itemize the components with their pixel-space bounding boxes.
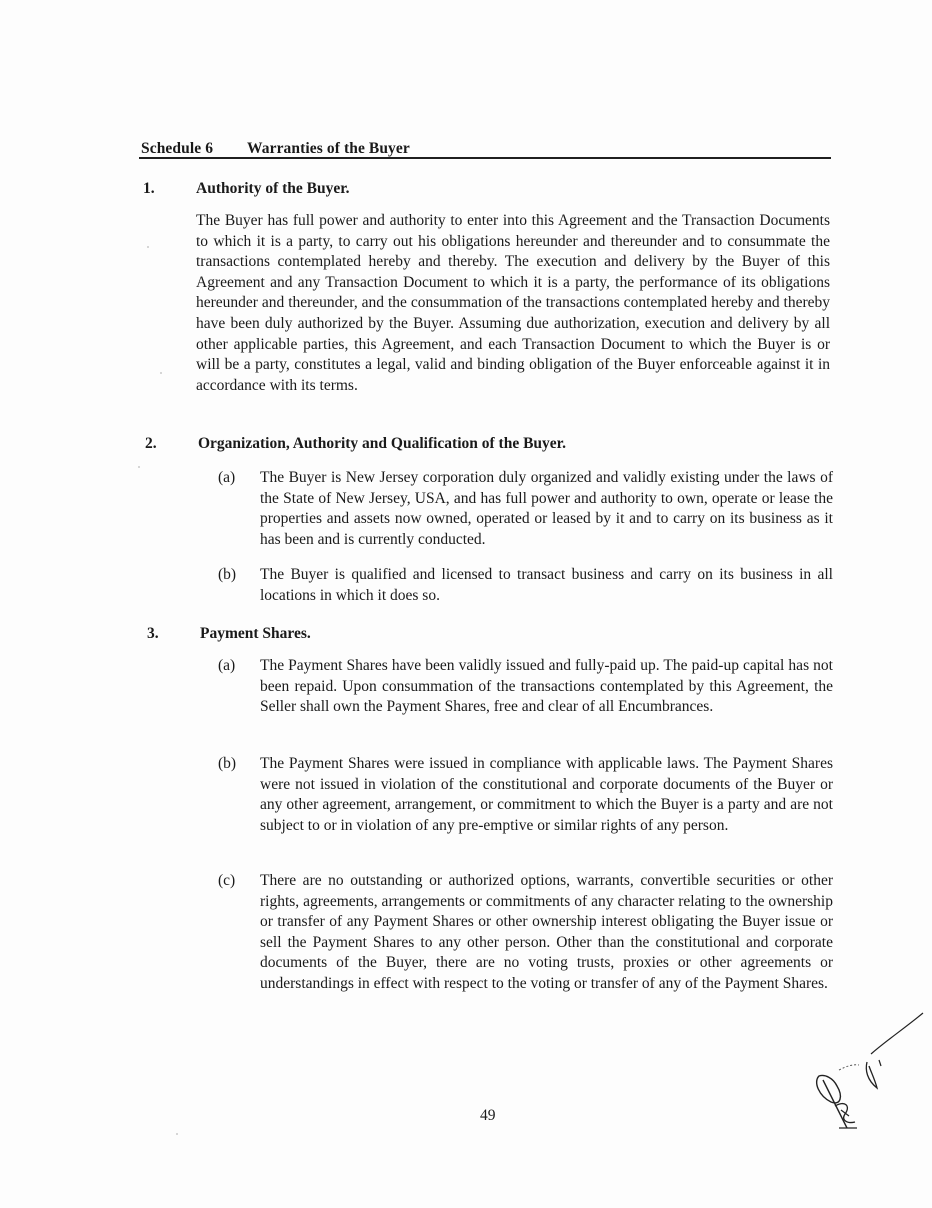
item-label: (b)	[218, 566, 237, 583]
section-2-heading	[145, 434, 835, 454]
item-text: The Payment Shares were issued in compliance with applicable laws. The Payment Shares were not issued in violation of the constitutional and corporate documents of the Buyer or any other agreement, arrangement, or commitment to which the Buyer is a party and are not subject to or in violation of any pre-emptive or similar rights of any person.	[260, 755, 833, 834]
item-label: (a)	[218, 657, 236, 674]
section-1-heading	[143, 179, 833, 199]
item-text: The Payment Shares have been validly issued and fully-paid up. The paid-up capital has not been repaid. Upon consummation of the transactions contemplated by this Agreement, the Seller shall own the Payment Shares, free and clear of all Encumbrances.	[260, 657, 833, 716]
scan-speck	[138, 466, 140, 468]
section-title: Authority of the Buyer.	[196, 180, 350, 197]
item-text: The Buyer is New Jersey corporation duly organized and validly existing under the laws of the State of New Jersey, USA, and has full power and authority to own, operate or lease the properties and assets now owned, operated or leased by it and to carry on its business as it has been and is currently conducted.	[260, 469, 833, 548]
schedule-title: Warranties of the Buyer	[247, 140, 410, 157]
section-1-paragraph: The Buyer has full power and authority to enter into this Agreement and the Transaction Documents to which it is a party, to carry out his obligations hereunder and thereunder and to consummate the transactions contemplated hereby and thereby. The execution and delivery by the Buyer of this Agreement and any Transaction Document to which it is a party, the performance of its obligations hereunder and thereunder, and the consummation of the transactions contemplated hereby and thereby have been duly authorized by the Buyer. Assuming due authorization, execution and delivery by all other applicable parties, this Agreement, and each Transaction Document to which the Buyer is or will be a party, constitutes a legal, valid and binding obligation of the Buyer enforceable against it in accordance with its terms.	[196, 212, 830, 394]
item-text: The Buyer is qualified and licensed to transact business and carry on its business in all locations in which it does so.	[260, 566, 833, 604]
section-number: 2.	[145, 435, 157, 452]
scan-speck	[176, 1133, 178, 1135]
scan-speck	[147, 246, 149, 248]
section-title: Payment Shares.	[200, 625, 311, 642]
section-3-item-c	[218, 871, 833, 1016]
item-label: (b)	[218, 755, 237, 772]
section-number: 3.	[147, 625, 159, 642]
section-2-item-b	[218, 565, 833, 607]
scan-speck	[160, 372, 162, 374]
section-3-heading	[147, 624, 837, 644]
section-3-item-a	[218, 656, 833, 740]
header-rule	[139, 157, 831, 159]
schedule-number: Schedule 6	[141, 140, 214, 157]
section-3-item-b	[218, 754, 833, 858]
item-label: (c)	[218, 872, 236, 889]
signature-initials-icon	[805, 1010, 930, 1130]
page-number: 49	[480, 1107, 496, 1124]
section-title: Organization, Authority and Qualification of the Buyer.	[198, 435, 567, 452]
section-2-item-a	[218, 468, 833, 552]
item-label: (a)	[218, 469, 236, 486]
schedule-header	[141, 139, 831, 159]
item-text: There are no outstanding or authorized options, warrants, convertible securities or other rights, agreements, arrangements or commitments of any character relating to the ownership or transfer of any Payment Shares or other ownership interest obligating the Buyer issue or sell the Payment Shares to any other person. Other than the constitutional and corporate documents of the Buyer, there are no voting trusts, proxies or other agreements or understandings in effect with respect to the voting or transfer of any of the Payment Shares.	[260, 872, 833, 992]
section-number: 1.	[143, 180, 155, 197]
